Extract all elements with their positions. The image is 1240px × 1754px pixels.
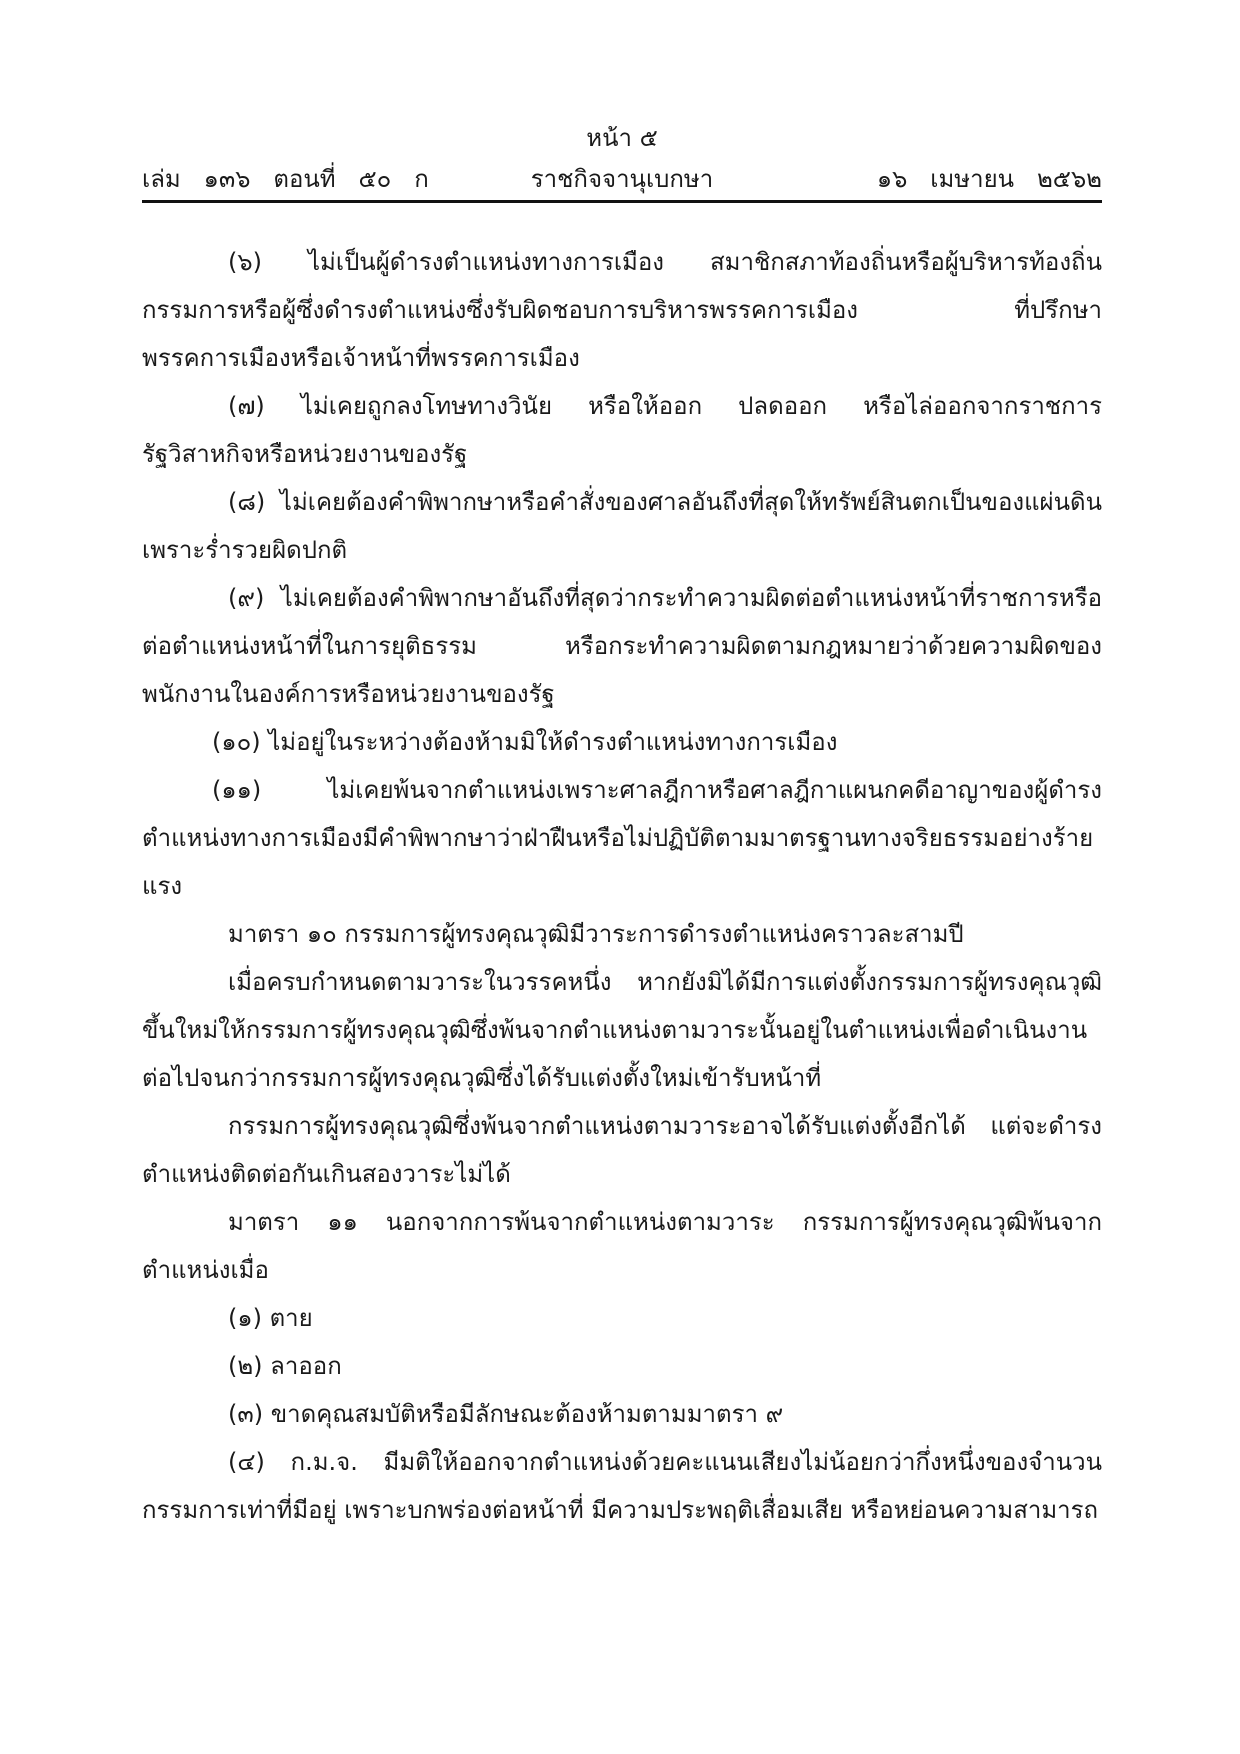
section-11-item-4: (๔) ก.ม.จ. มีมติให้ออกจากตำแหน่งด้วยคะแนนเสียงไม่น้อยกว่ากึ่งหนึ่งของจำนวนกรรมการเท่าที่มีอยู่ เพราะบกพร่องต่อหน้าที่ มีความประพฤติเสื่อมเสีย หรือหย่อนความสามารถ (142, 1448, 1102, 1524)
section-11-item-2: (๒) ลาออก (228, 1352, 342, 1380)
paragraph-item-9: (๙) ไม่เคยต้องคำพิพากษาอันถึงที่สุดว่ากระทำความผิดต่อตำแหน่งหน้าที่ราชการหรือต่อตำแหน่งหน้าที่ในการยุติธรรม หรือกระทำความผิดตามกฎหมายว่าด้วยความผิดของพนักงานในองค์การหรือหน่วยงานของรัฐ (142, 584, 1102, 708)
paragraph-item-11: (๑๑) ไม่เคยพ้นจากตำแหน่งเพราะศาลฎีกาหรือศาลฎีกาแผนกคดีอาญาของผู้ดำรงตำแหน่งทางการเมืองมีคำพิพากษาว่าฝ่าฝืนหรือไม่ปฏิบัติตามมาตรฐานทางจริยธรรมอย่างร้ายแรง (142, 776, 1102, 900)
section-11-item-3: (๓) ขาดคุณสมบัติหรือมีลักษณะต้องห้ามตามมาตรา ๙ (228, 1400, 784, 1428)
section-10: มาตรา ๑๐ กรรมการผู้ทรงคุณวุฒิมีวาระการดำรงตำแหน่งคราวละสามปี (228, 920, 964, 948)
section-11-item-1: (๑) ตาย (228, 1304, 313, 1332)
volume-issue: เล่ม ๑๓๖ ตอนที่ ๕๐ ก (142, 165, 429, 193)
paragraph-item-10: (๑๐) ไม่อยู่ในระหว่างต้องห้ามมิให้ดำรงตำแหน่งทางการเมือง (212, 728, 838, 756)
publication-date: ๑๖ เมษายน ๒๕๖๒ (876, 165, 1102, 193)
page-header (142, 122, 1102, 204)
section-10-para-3: กรรมการผู้ทรงคุณวุฒิซึ่งพ้นจากตำแหน่งตามวาระอาจได้รับแต่งตั้งอีกได้ แต่จะดำรงตำแหน่งติดต่อกันเกินสองวาระไม่ได้ (142, 1112, 1102, 1188)
header-row (142, 162, 1102, 196)
publication-title: ราชกิจจานุเบกษา (530, 165, 714, 193)
document-body (142, 238, 1102, 1534)
section-11: มาตรา ๑๑ นอกจากการพ้นจากตำแหน่งตามวาระ กรรมการผู้ทรงคุณวุฒิพ้นจากตำแหน่งเมื่อ (142, 1208, 1102, 1284)
header-divider (142, 200, 1102, 203)
paragraph-item-7: (๗) ไม่เคยถูกลงโทษทางวินัย หรือให้ออก ปลดออก หรือไล่ออกจากราชการ รัฐวิสาหกิจหรือหน่วยงานของรัฐ (142, 392, 1102, 468)
paragraph-item-6: (๖) ไม่เป็นผู้ดำรงตำแหน่งทางการเมือง สมาชิกสภาท้องถิ่นหรือผู้บริหารท้องถิ่น กรรมการหรือผู้ซึ่งดำรงตำแหน่งซึ่งรับผิดชอบการบริหารพรรคการเมือง ที่ปรึกษาพรรคการเมืองหรือเจ้าหน้าที่พรรคการเมือง (142, 248, 1102, 372)
section-10-para-2: เมื่อครบกำหนดตามวาระในวรรคหนึ่ง หากยังมิได้มีการแต่งตั้งกรรมการผู้ทรงคุณวุฒิขึ้นใหม่ให้กรรมการผู้ทรงคุณวุฒิซึ่งพ้นจากตำแหน่งตามวาระนั้นอยู่ในตำแหน่งเพื่อดำเนินงานต่อไปจนกว่ากรรมการผู้ทรงคุณวุฒิซึ่งได้รับแต่งตั้งใหม่เข้ารับหน้าที่ (142, 968, 1102, 1092)
paragraph-item-8: (๘) ไม่เคยต้องคำพิพากษาหรือคำสั่งของศาลอันถึงที่สุดให้ทรัพย์สินตกเป็นของแผ่นดินเพราะร่ำรวยผิดปกติ (142, 488, 1102, 564)
page-number: หน้า ๕ (586, 124, 658, 152)
